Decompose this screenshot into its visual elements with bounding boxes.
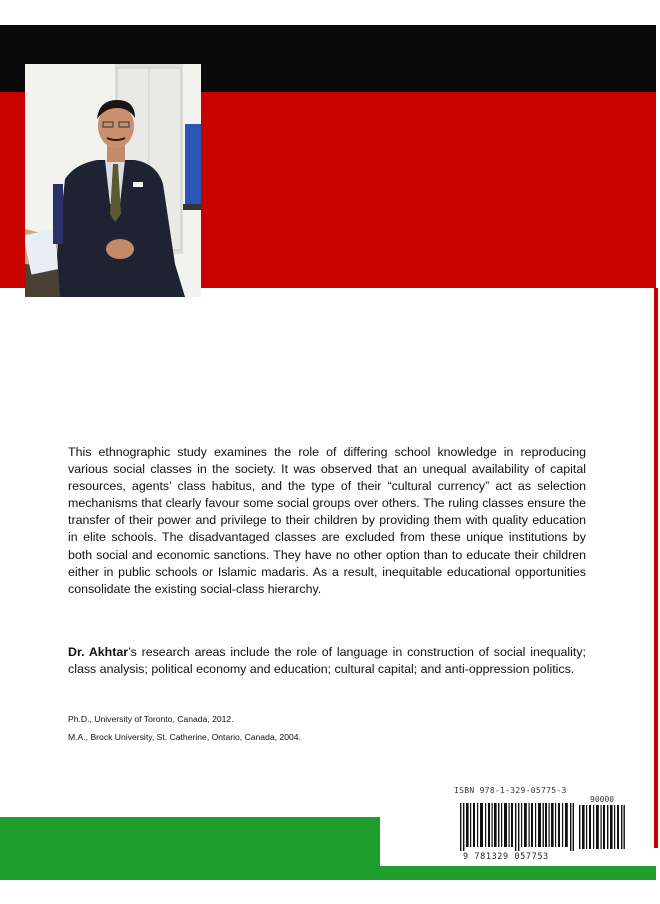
ean-number: 9 781329 057753 <box>463 852 549 862</box>
isbn-label: ISBN 978-1-329-05775-3 <box>454 786 567 795</box>
author-bio <box>68 644 586 678</box>
bottom-green-strip <box>380 866 656 880</box>
author-bio-text: ’s research areas include the role of language in construction of social inequality; class analysis; political economy and education; cultural capital; and anti-oppression politics. <box>68 645 586 677</box>
author-name: Dr. Akhtar <box>68 645 129 659</box>
credential-ma: M.A., Brock University, St. Catherine, Ontario, Canada, 2004. <box>68 732 301 742</box>
author-photo <box>25 64 201 297</box>
book-description: This ethnographic study examines the role of differing school knowledge in reproducing various social classes in the society. It was observed that an unequal availability of capital resources, agents’ class habitus, and the type of their “cultural currency” act as selection mechanisms that clearly favour some social groups over others. The ruling classes ensure the transfer of their power and privilege to their children by providing them with quality education in elite schools. The disadvantaged classes are excluded from these unique institutions by both social and economic sanctions. They have no other option than to educate their children either in public schools or Islamic madaris. As a result, inequitable educational opportunities consolidate the existing social-class hierarchy. <box>68 445 586 596</box>
credential-phd: Ph.D., University of Toronto, Canada, 2012. <box>68 714 234 724</box>
price-code: 90000 <box>590 795 615 804</box>
ean-barcode <box>460 803 574 851</box>
right-red-edge <box>654 288 658 848</box>
addon-barcode <box>579 805 625 849</box>
bottom-green-band <box>0 817 380 880</box>
